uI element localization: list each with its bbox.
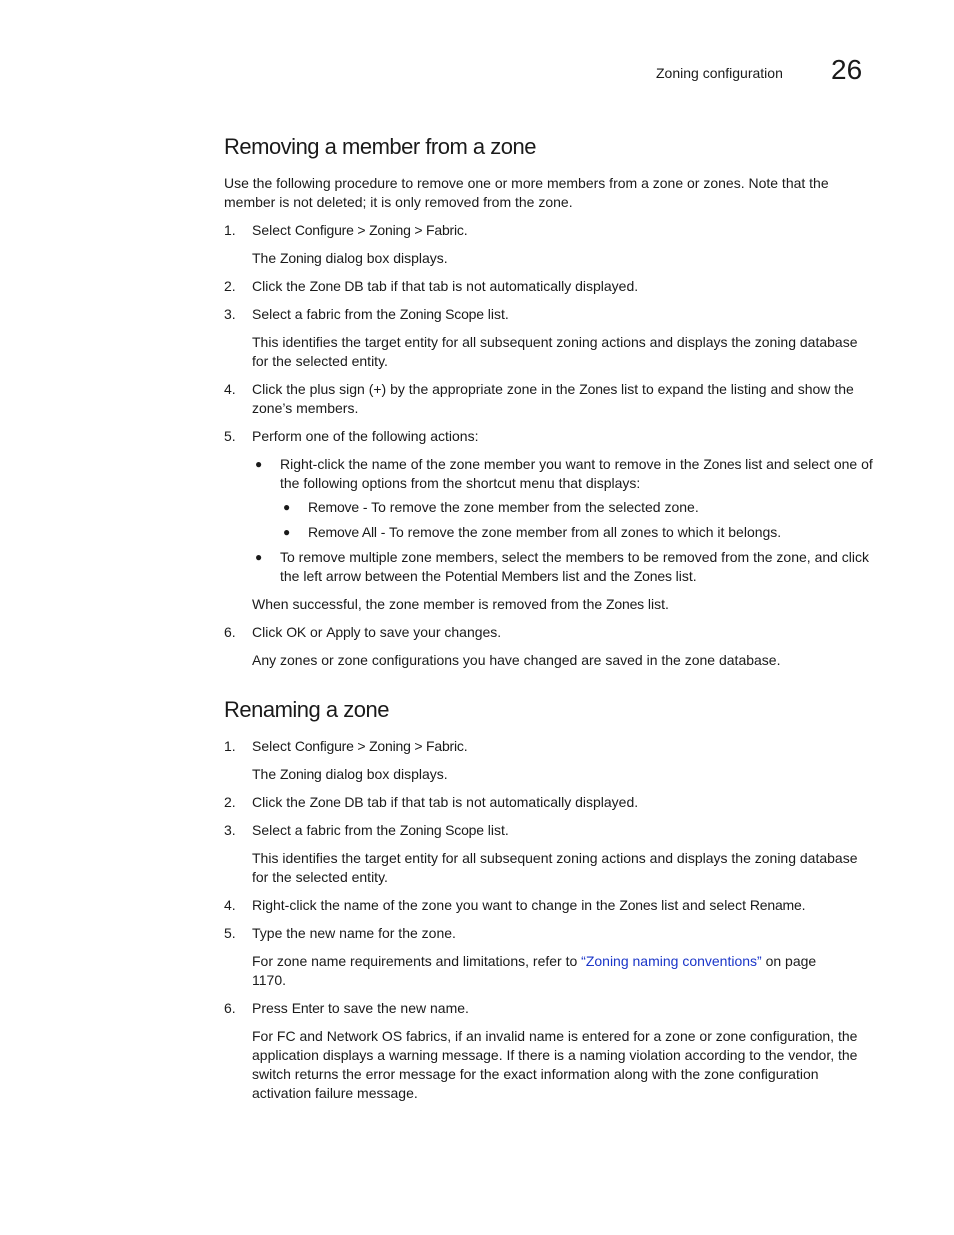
bullet-item: Right-click the name of the zone member you want to remove in the Zones list and select one of the following options from the shortcut menu that displays:	[280, 456, 873, 491]
step-number: 3.	[224, 822, 236, 838]
chapter-number: 26	[831, 54, 863, 85]
sub-bullet-item: Remove - To remove the zone member from the selected zone.	[308, 499, 699, 515]
step-number: 1.	[224, 738, 236, 754]
step-2: Click the Zone DB tab if that tab is not automatically displayed.	[252, 794, 639, 810]
section-title-removing-member: Removing a member from a zone	[224, 134, 536, 159]
step-6: Click OK or Apply to save your changes.	[252, 624, 502, 640]
step-number: 3.	[224, 306, 236, 322]
step-6-result: Any zones or zone configurations you have changed are saved in the zone database.	[252, 652, 781, 668]
step-number: 4.	[224, 381, 236, 397]
step-number: 6.	[224, 624, 236, 640]
running-header-section: Zoning configuration	[656, 65, 783, 81]
step-number: 1.	[224, 222, 236, 238]
intro-paragraph: Use the following procedure to remove one or more members from a zone or zones. Note that the member is not deleted; it is only removed from the zone.	[224, 175, 829, 210]
bullet-icon: ●	[255, 457, 263, 471]
step-1-result: The Zoning dialog box displays.	[252, 250, 448, 266]
step-number: 5.	[224, 925, 236, 941]
bullet-icon: ●	[283, 500, 291, 514]
step-1: Select Configure > Zoning > Fabric.	[252, 738, 468, 754]
bullet-item: To remove multiple zone members, select the members to be removed from the zone, and click the left arrow between the Potential Members list and the Zones list.	[280, 549, 870, 584]
step-3: Select a fabric from the Zoning Scope list.	[252, 306, 509, 322]
step-1: Select Configure > Zoning > Fabric.	[252, 222, 468, 238]
step-3-result: This identifies the target entity for all subsequent zoning actions and displays the zoning database for the selected entity.	[252, 334, 858, 369]
step-6-result: For FC and Network OS fabrics, if an invalid name is entered for a zone or zone configuration, the application displays a warning message. If there is a naming violation according to the vendor, the switch returns the error message for the exact information along with the zone configuration activation failure message.	[252, 1028, 858, 1101]
step-4: Click the plus sign (+) by the appropriate zone in the Zones list to expand the listing and show the zone’s members.	[252, 381, 854, 416]
sub-bullet-item: Remove All - To remove the zone member from all zones to which it belongs.	[308, 524, 782, 540]
section-title-renaming-zone: Renaming a zone	[224, 697, 389, 722]
step-5-result: When successful, the zone member is removed from the Zones list.	[252, 596, 669, 612]
step-5: Perform one of the following actions:	[252, 428, 479, 444]
step-number: 2.	[224, 794, 236, 810]
step-6: Press Enter to save the new name.	[252, 1000, 469, 1016]
step-number: 6.	[224, 1000, 236, 1016]
cross-reference-link[interactable]: “Zoning naming conventions”	[581, 953, 762, 969]
step-number: 5.	[224, 428, 236, 444]
step-number: 2.	[224, 278, 236, 294]
step-3: Select a fabric from the Zoning Scope list.	[252, 822, 509, 838]
step-5-result: For zone name requirements and limitations, refer to “Zoning naming conventions” on page 1170.	[252, 953, 817, 988]
bullet-icon: ●	[255, 550, 263, 564]
bullet-icon: ●	[283, 525, 291, 539]
step-4: Right-click the name of the zone you want to change in the Zones list and select Rename.	[252, 897, 806, 913]
step-1-result: The Zoning dialog box displays.	[252, 766, 448, 782]
step-2: Click the Zone DB tab if that tab is not automatically displayed.	[252, 278, 639, 294]
step-5: Type the new name for the zone.	[252, 925, 456, 941]
step-3-result: This identifies the target entity for all subsequent zoning actions and displays the zoning database for the selected entity.	[252, 850, 858, 885]
step-number: 4.	[224, 897, 236, 913]
